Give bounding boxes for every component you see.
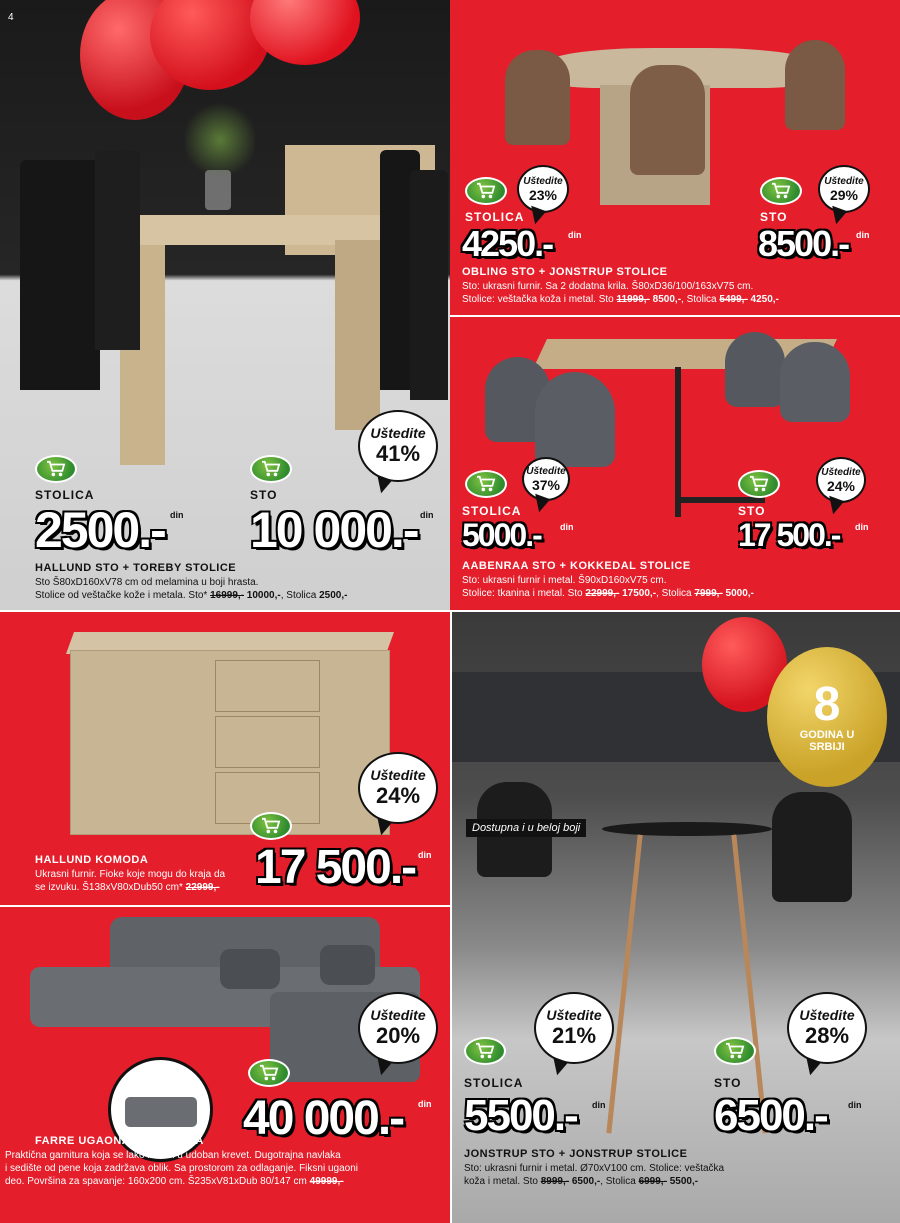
table-cart[interactable]: [250, 455, 292, 483]
new-price: 10000,-: [246, 590, 281, 601]
cart-icon: [258, 1064, 280, 1082]
product-title: JONSTRUP STO + JONSTRUP STOLICE: [464, 1148, 688, 1160]
desc-line: Sto: ukrasni furnir i metal. Ø70xV100 cm. Stolice: veštačka: [464, 1163, 725, 1174]
chair-cart[interactable]: [465, 470, 507, 498]
table-label: STO: [714, 1076, 742, 1090]
chair-2: [630, 65, 705, 175]
old-price: 16999,-: [210, 590, 245, 601]
desc-line: [462, 293, 779, 306]
chair-save-bubble: [522, 457, 570, 501]
table-cart[interactable]: [738, 470, 780, 498]
komoda-cart[interactable]: [250, 812, 292, 840]
chair-price: 4250.-: [462, 223, 553, 264]
desc-line: [5, 1175, 358, 1188]
sofabed-inset-sofa: [125, 1097, 197, 1127]
new-price: 6500,-: [571, 1176, 601, 1187]
chair-currency: din: [560, 522, 574, 532]
table-leg-2: [335, 240, 380, 430]
komoda-drawer-2: [215, 716, 320, 768]
chair-1: [505, 50, 570, 145]
desc-line: Sto: ukrasni furnir i metal. Š90xD160xV75 cm.: [462, 575, 667, 586]
desc-line: [35, 589, 347, 602]
jonstrup-panel: [452, 612, 900, 1223]
chair-price: 2500.-: [35, 502, 165, 558]
desc-text: Stolice od veštačke kože i metala. Sto*: [35, 590, 208, 601]
chair-price-small: 2500,-: [319, 590, 348, 601]
desc-line: Sto Š80xD160xV78 cm od melamina u boji hrasta.: [35, 577, 259, 588]
chair-label: STOLICA: [465, 210, 525, 224]
desc-text: , Stolica: [600, 1176, 636, 1187]
save-bubble: [358, 410, 438, 482]
desc-text: Stolice: tkanina i metal. Sto: [462, 588, 583, 599]
cart-icon: [770, 182, 792, 200]
product-description: [464, 1162, 724, 1188]
product-title: AABENRAA STO + KOKKEDAL STOLICE: [462, 560, 691, 572]
color-availability-tag: Dostupna i u beloj boji: [466, 819, 586, 837]
table-currency: din: [856, 230, 870, 240]
save-text: Uštedite: [824, 175, 864, 187]
bar-table-leg: [606, 835, 642, 1134]
divider: [450, 612, 452, 1223]
save-text: Uštedite: [370, 425, 426, 441]
desc-text: , Stolica: [280, 590, 317, 601]
chair-3: [725, 332, 785, 407]
chair-price: 5000.-: [462, 517, 541, 553]
desc-text: , Stolica: [656, 588, 692, 599]
save-text: Uštedite: [370, 767, 426, 783]
table-cart[interactable]: [714, 1037, 756, 1065]
desc-line: Ukrasni furnir. Fioke koje mogu do kraja da: [35, 869, 226, 880]
pillow-2: [320, 945, 375, 985]
chair-cart[interactable]: [465, 177, 507, 205]
desc-text: deo. Površina za spavanje: 160x200 cm. Š235xV81xDub 80/147 cm: [5, 1176, 307, 1187]
table-price: 17 500.-: [738, 517, 840, 553]
chair-label: STOLICA: [464, 1076, 524, 1090]
table-save-bubble: [816, 457, 866, 503]
desc-line: Praktična garnitura koja se lako izvlači u udoban krevet. Dugotrajna navlaka: [5, 1150, 341, 1161]
table-price: 6500.-: [714, 1091, 827, 1140]
chair-right-2: [410, 170, 448, 400]
save-percent: 20%: [375, 1023, 421, 1048]
save-percent: 29%: [829, 186, 859, 203]
chair-left-2: [95, 150, 140, 350]
komoda-price: 17 500.-: [255, 841, 416, 894]
table-currency: din: [420, 510, 434, 520]
save-text: Uštedite: [526, 465, 566, 477]
table-save-bubble: [787, 992, 867, 1064]
obling-panel: [450, 0, 900, 315]
farre-price: 40 000.-: [243, 1092, 404, 1145]
red-balloon-3: [250, 0, 360, 65]
save-percent: 28%: [804, 1023, 850, 1048]
desc-line: i sedište od pene koja zadržava oblik. Sa prostorom za odlaganje. Fiksni ugaoni: [5, 1163, 358, 1174]
table-price: 8500.-: [758, 223, 849, 264]
save-text: Uštedite: [799, 1007, 855, 1023]
komoda-currency: din: [418, 850, 432, 860]
old-price: 11999,-: [616, 294, 650, 305]
aabenraa-panel: [450, 317, 900, 610]
table-save-bubble: [818, 165, 870, 213]
farre-panel: [0, 907, 450, 1223]
cart-icon: [748, 475, 770, 493]
cart-icon: [724, 1042, 746, 1060]
chair-4: [780, 342, 850, 422]
chair-price: 5500.-: [464, 1091, 577, 1140]
table-cart[interactable]: [760, 177, 802, 205]
new-price: 8500,-: [652, 294, 682, 305]
pillow-1: [220, 949, 280, 989]
new-price: 4250,-: [750, 294, 779, 305]
balloon-text: GODINA U: [799, 729, 855, 741]
save-percent: 21%: [551, 1023, 597, 1048]
desc-line: [464, 1175, 724, 1188]
product-title: FARRE UGAONA GARNITURA: [35, 1135, 204, 1147]
farre-cart[interactable]: [248, 1059, 290, 1087]
old-price: 49999,-: [309, 1176, 344, 1187]
old-price: 5499,-: [719, 294, 748, 305]
product-description: [35, 576, 347, 602]
chair-cart[interactable]: [35, 455, 77, 483]
chair-save-bubble: [517, 165, 569, 213]
old-price: 22999,-: [585, 588, 620, 599]
farre-currency: din: [418, 1099, 432, 1109]
table-label: STO: [250, 488, 278, 502]
save-bubble: [358, 752, 438, 824]
table-price: 10 000.-: [250, 502, 418, 558]
new-price: 5000,-: [725, 588, 754, 599]
chair-cart[interactable]: [464, 1037, 506, 1065]
save-percent: 41%: [375, 441, 421, 466]
chair-currency: din: [568, 230, 582, 240]
save-bubble: [358, 992, 438, 1064]
cart-icon: [475, 182, 497, 200]
gold-balloon: [767, 647, 887, 787]
desc-text: koža i metal. Sto: [464, 1176, 538, 1187]
new-price: 5500,-: [669, 1176, 699, 1187]
desc-line: [35, 881, 225, 894]
table-frame: [675, 367, 681, 517]
table-currency: din: [848, 1100, 862, 1110]
save-percent: 24%: [826, 477, 856, 494]
save-percent: 24%: [375, 783, 421, 808]
cart-icon: [474, 1042, 496, 1060]
desc-line: Sto: ukrasni furnir. Sa 2 dodatna krila. Š80xD36/100/163xV75 cm.: [462, 281, 754, 292]
product-title: HALLUND STO + TOREBY STOLICE: [35, 562, 237, 574]
old-price: 8999,-: [540, 1176, 570, 1187]
save-text: Uštedite: [370, 1007, 426, 1023]
chair-currency: din: [592, 1100, 606, 1110]
bar-table-top: [602, 822, 772, 836]
cart-icon: [475, 475, 497, 493]
cart-icon: [260, 817, 282, 835]
table-frame-base: [675, 497, 765, 503]
table-label: STO: [738, 504, 766, 518]
desc-line: [462, 587, 754, 600]
balloon-number: 8: [813, 678, 841, 731]
cart-icon: [45, 460, 67, 478]
desc-text: Stolice: veštačka koža i metal. Sto: [462, 294, 614, 305]
chair-save-bubble: [534, 992, 614, 1064]
cart-icon: [260, 460, 282, 478]
new-price: 17500,-: [622, 588, 657, 599]
save-text: Uštedite: [821, 466, 861, 478]
bar-chair-right: [772, 792, 852, 902]
desc-text: se izvuku. Š138xV80xDub50 cm*: [35, 882, 183, 893]
plant: [185, 100, 255, 180]
product-description: [5, 1149, 358, 1188]
table-label: STO: [760, 210, 788, 224]
komoda-drawer-1: [215, 660, 320, 712]
save-percent: 37%: [531, 476, 561, 493]
save-percent: 23%: [528, 186, 558, 203]
product-description: [462, 574, 754, 600]
desc-text: , Stolica: [681, 294, 717, 305]
chair-label: STOLICA: [35, 488, 95, 502]
hallund-set-panel: [0, 0, 450, 610]
product-description: [462, 280, 779, 306]
komoda-panel: [0, 612, 450, 905]
balloon-text: SRBIJI: [809, 741, 845, 753]
save-text: Uštedite: [523, 175, 563, 187]
table-currency: din: [855, 522, 869, 532]
save-text: Uštedite: [546, 1007, 602, 1023]
old-price: 7999,-: [694, 588, 723, 599]
chair-currency: din: [170, 510, 184, 520]
chair-left-1: [20, 160, 100, 390]
product-title: HALLUND KOMODA: [35, 854, 149, 866]
old-price: 6999,-: [638, 1176, 667, 1187]
chair-3: [785, 40, 845, 130]
chair-2: [535, 372, 615, 467]
product-description: [35, 868, 225, 894]
product-title: OBLING STO + JONSTRUP STOLICE: [462, 266, 668, 278]
page-number: 4: [8, 12, 14, 23]
old-price: 22999,-: [185, 882, 220, 893]
chair-label: STOLICA: [462, 504, 522, 518]
